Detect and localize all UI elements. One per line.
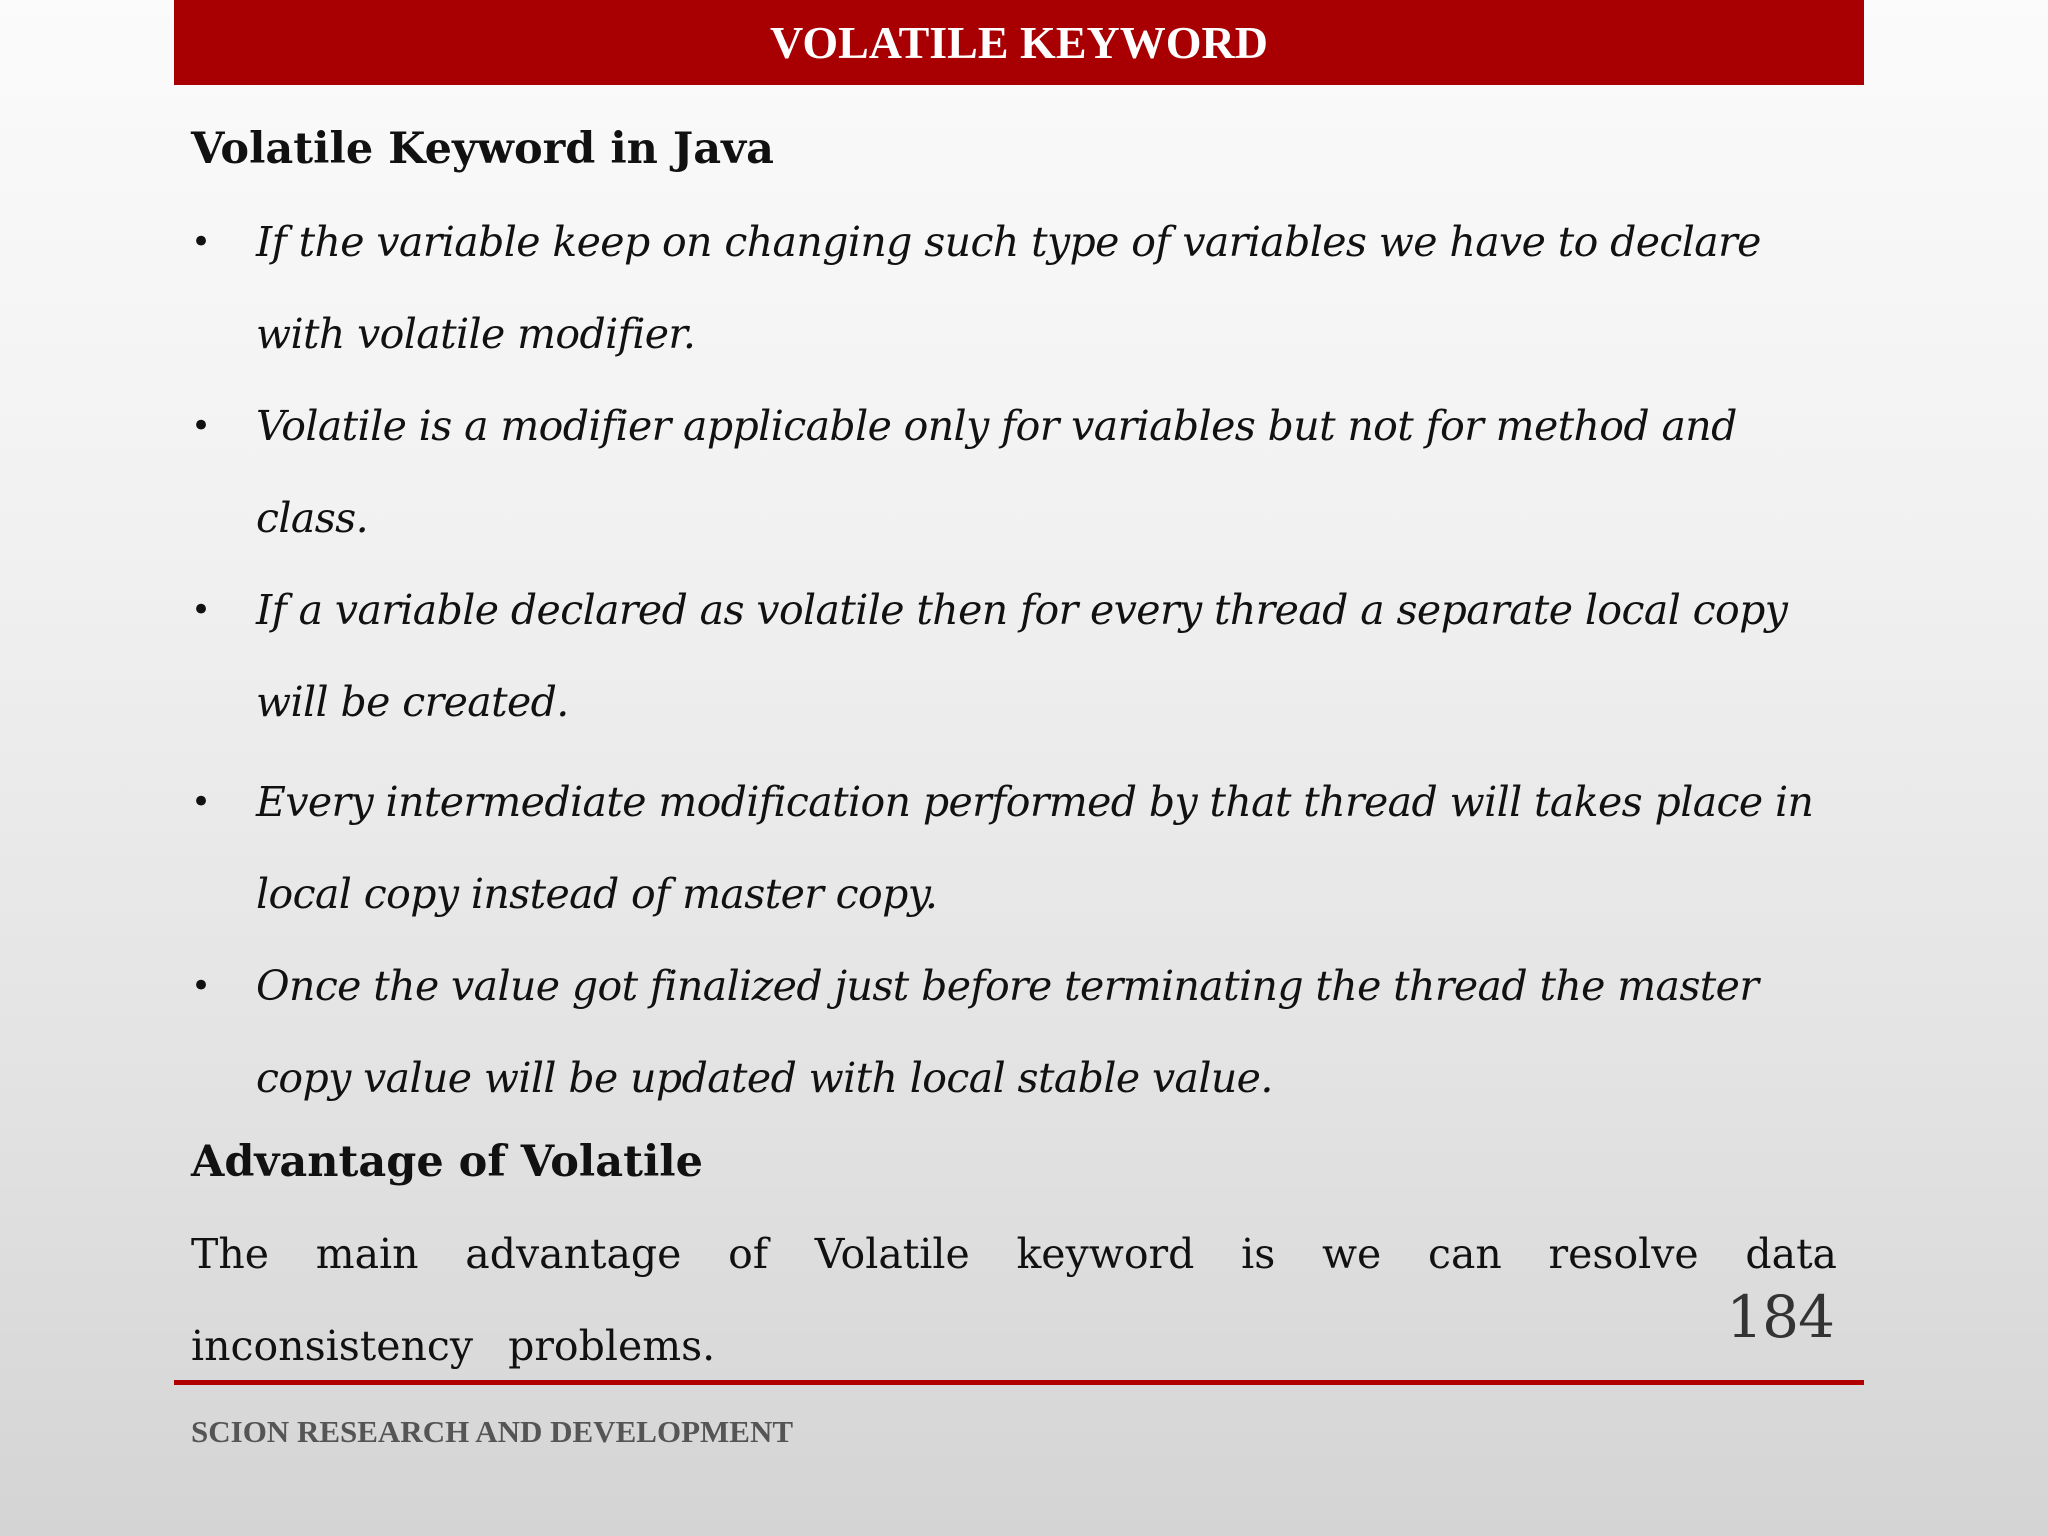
bullet-text: Volatile is a modifier applicable only for variables but not for method and class. (256, 402, 1737, 542)
bullet-icon: • (191, 782, 211, 822)
bullet-text: If the variable keep on changing such type of variables we have to declare with volatile modifier. (256, 218, 1761, 358)
bullet-icon: • (191, 966, 211, 1006)
bullet-text: Once the value got finalized just before terminating the thread the master copy value will be updated with local stable value. (256, 962, 1759, 1102)
bullet-icon: • (191, 222, 211, 262)
bullet-icon: • (191, 590, 211, 630)
footer-organization: SCION RESEARCH AND DEVELOPMENT (191, 1414, 794, 1449)
title-bar (174, 0, 1864, 85)
main-content (191, 114, 1837, 1124)
page-number: 184 (1726, 1283, 1834, 1351)
bullet-item (191, 940, 1837, 1124)
bullet-item (191, 756, 1837, 940)
bullet-item (191, 380, 1837, 564)
bullet-icon: • (191, 406, 211, 446)
bullet-item (191, 196, 1837, 380)
advantage-paragraph: The main advantage of Volatile keyword is we can resolve data inconsistency problems. (191, 1230, 1837, 1370)
bullet-text: Every intermediate modification performed by that thread will takes place in local copy instead of master copy. (256, 778, 1814, 918)
footer-divider (174, 1380, 1864, 1385)
slide-title: VOLATILE KEYWORD (770, 17, 1268, 68)
bullet-item (191, 564, 1837, 748)
section-heading-advantage: Advantage of Volatile (191, 1137, 703, 1187)
bullet-text: If a variable declared as volatile then for every thread a separate local copy will be created. (256, 586, 1788, 726)
section-heading-volatile-keyword: Volatile Keyword in Java (191, 124, 774, 174)
bullet-list (191, 196, 1837, 1124)
